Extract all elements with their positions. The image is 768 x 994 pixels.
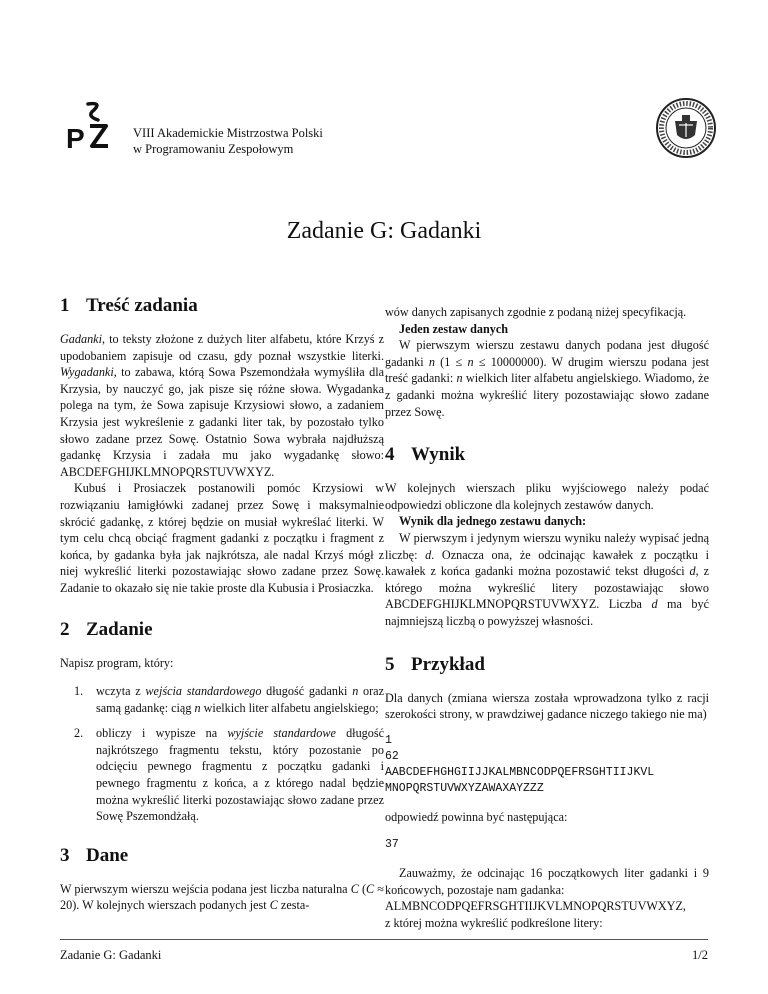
paragraph-continued: wów danych zapisanych zgodnie z podaną niżej specyfikacją. <box>385 305 687 319</box>
footer-divider <box>60 939 708 940</box>
subheading-result: Wynik dla jednego zestawu danych: <box>399 514 587 529</box>
section-heading-zadanie: 2 Zadanie <box>60 618 153 640</box>
footer-title: Zadanie G: Gadanki <box>60 948 162 962</box>
section-heading-przyklad: 5 Przykład <box>385 653 485 675</box>
subheading-data-set: Jeden zestaw danych <box>399 321 509 336</box>
section-heading-wynik: 4 Wynik <box>385 444 466 466</box>
left-column <box>60 295 384 914</box>
paragraph: Kubuś i Prosiaczek postanowili pomóc Krzysiowi w rozwiązaniu łamigłówki zadanej przez Sowę i maksymalnie skrócić gadankę, z której będzie on musiał wykreślać literki. W tym celu chcą obciąć fragment gadanki z początku i fragment z końca, by gadanka była jak najkrótsza, ale nadal Krzyś mógł z niej wykreślić literki pozostawiając słowo zadane przez Sowę. Zadanie to okazało się nie takie proste dla Kubusia i Prosiaczka. <box>60 481 384 595</box>
contest-header <box>133 125 323 157</box>
paragraph: W pierwszym i jedynym wierszu wyniku należy wypisać jedną liczbę: d. Oznacza ona, że odcinając kawałek z początku i kawałek z końca gadanki można pozostawić tekst długości d, z którego można wykreślić litery pozostawiając słowo ABCDEFGHIJKLMNOPQRSTUVWXYZ. Liczba d ma być najmniejszą liczbą o powyższej własności. <box>385 530 710 628</box>
page-number: 1/2 <box>692 948 708 962</box>
contest-name-line1: VIII Akademickie Mistrzostwa Polski <box>133 126 323 140</box>
example-output: 37 <box>385 838 399 852</box>
paragraph: Zauważmy, że odcinając 16 początkowych liter gadanki i 9 końcowych, pozostaje nam gadanka: ALMBNCODPQEFRSGHTIIJKVLMNOPQRSTUVWXYZ, z której można wykreślić podkreślone litery: <box>385 866 709 931</box>
list-item: 1. wczyta z wejścia standardowego długość gadanki n oraz samą gadankę: ciąg n wielkich liter alfabetu angielskiego; <box>74 684 385 715</box>
right-column <box>385 304 709 932</box>
paragraph: W pierwszym wierszu zestawu danych podana jest długość gadanki n (1 ≤ n ≤ 10000000). W drugim wierszu podana jest treść gadanki: n wielkich liter alfabetu angielskiego. Wiadomo, że z gadanki można wykreślić litery pozostawiając słowo zadane przez Sowę. <box>385 338 709 419</box>
contest-name-line2: w Programowaniu Zespołowym <box>133 142 294 156</box>
paragraph: Dla danych (zmiana wiersza została wprowadzona tylko z racji szerokości strony, w prawdziwej gadance niczego takiego nie ma) <box>385 690 709 722</box>
section-heading-dane: 3 Dane <box>60 844 129 866</box>
svg-text:P: P <box>66 123 85 154</box>
task-list <box>60 683 384 825</box>
university-seal-icon <box>655 97 717 159</box>
page-title: Zadanie G: Gadanki <box>286 218 482 244</box>
paragraph: odpowiedź powinna być następująca: <box>385 809 568 824</box>
example-input: 1 62 AABCDEFHGHGIIJJKALMBNCODPQEFRSGHTIIJKVL MNOPQRSTUVWXYZAWAXAYZZZ <box>385 733 655 795</box>
paragraph: Gadanki, to teksty złożone z dużych liter alfabetu, które Krzyś z upodobaniem zapisuje od czasu, gdy poznał wszystkie literki. Wygadanki, to zabawa, którą Sowa Pszemondżała wymyśliła dla Krzysia, by nauczyć go, jak pisze się różne słowa. Wygadanka polega na tym, że Sowa zapisuje Krzysiowi słowo, a zadaniem Krzysia jest wykreślenie z gadanki liter tak, by pozostało tylko słowo zadane przez Sowę. Ostatnio Sowa wybrała najdłuższą gadankę Krzysia i zadała mu jako wygadankę słowo: ABCDEFGHIJKLMNOPQRSTUVWXYZ. <box>60 332 384 479</box>
pz-logo <box>64 100 126 154</box>
paragraph: W kolejnych wierszach pliku wyjściowego należy podać odpowiedzi obliczone dla kolejnych zestawów danych. <box>385 481 709 512</box>
section-heading-tresc: 1 Treść zadania <box>60 295 198 316</box>
list-item: 2. obliczy i wypisze na wyjście standardowe długość najkrótszego fragmentu tekstu, który pozostanie po odcięciu pewnego fragmentu z początku gadanki i pewnego fragmentu z końca, a z którego nadal będzie można wykreślić literki pozostawiając słowo zadane przez Sowę Pszemondżałą. <box>74 726 384 824</box>
paragraph: W pierwszym wierszu wejścia podana jest liczba naturalna C (C ≈ 20). W kolejnych wierszach podanych jest C zesta- <box>60 881 384 913</box>
paragraph: Napisz program, który: <box>60 655 174 670</box>
